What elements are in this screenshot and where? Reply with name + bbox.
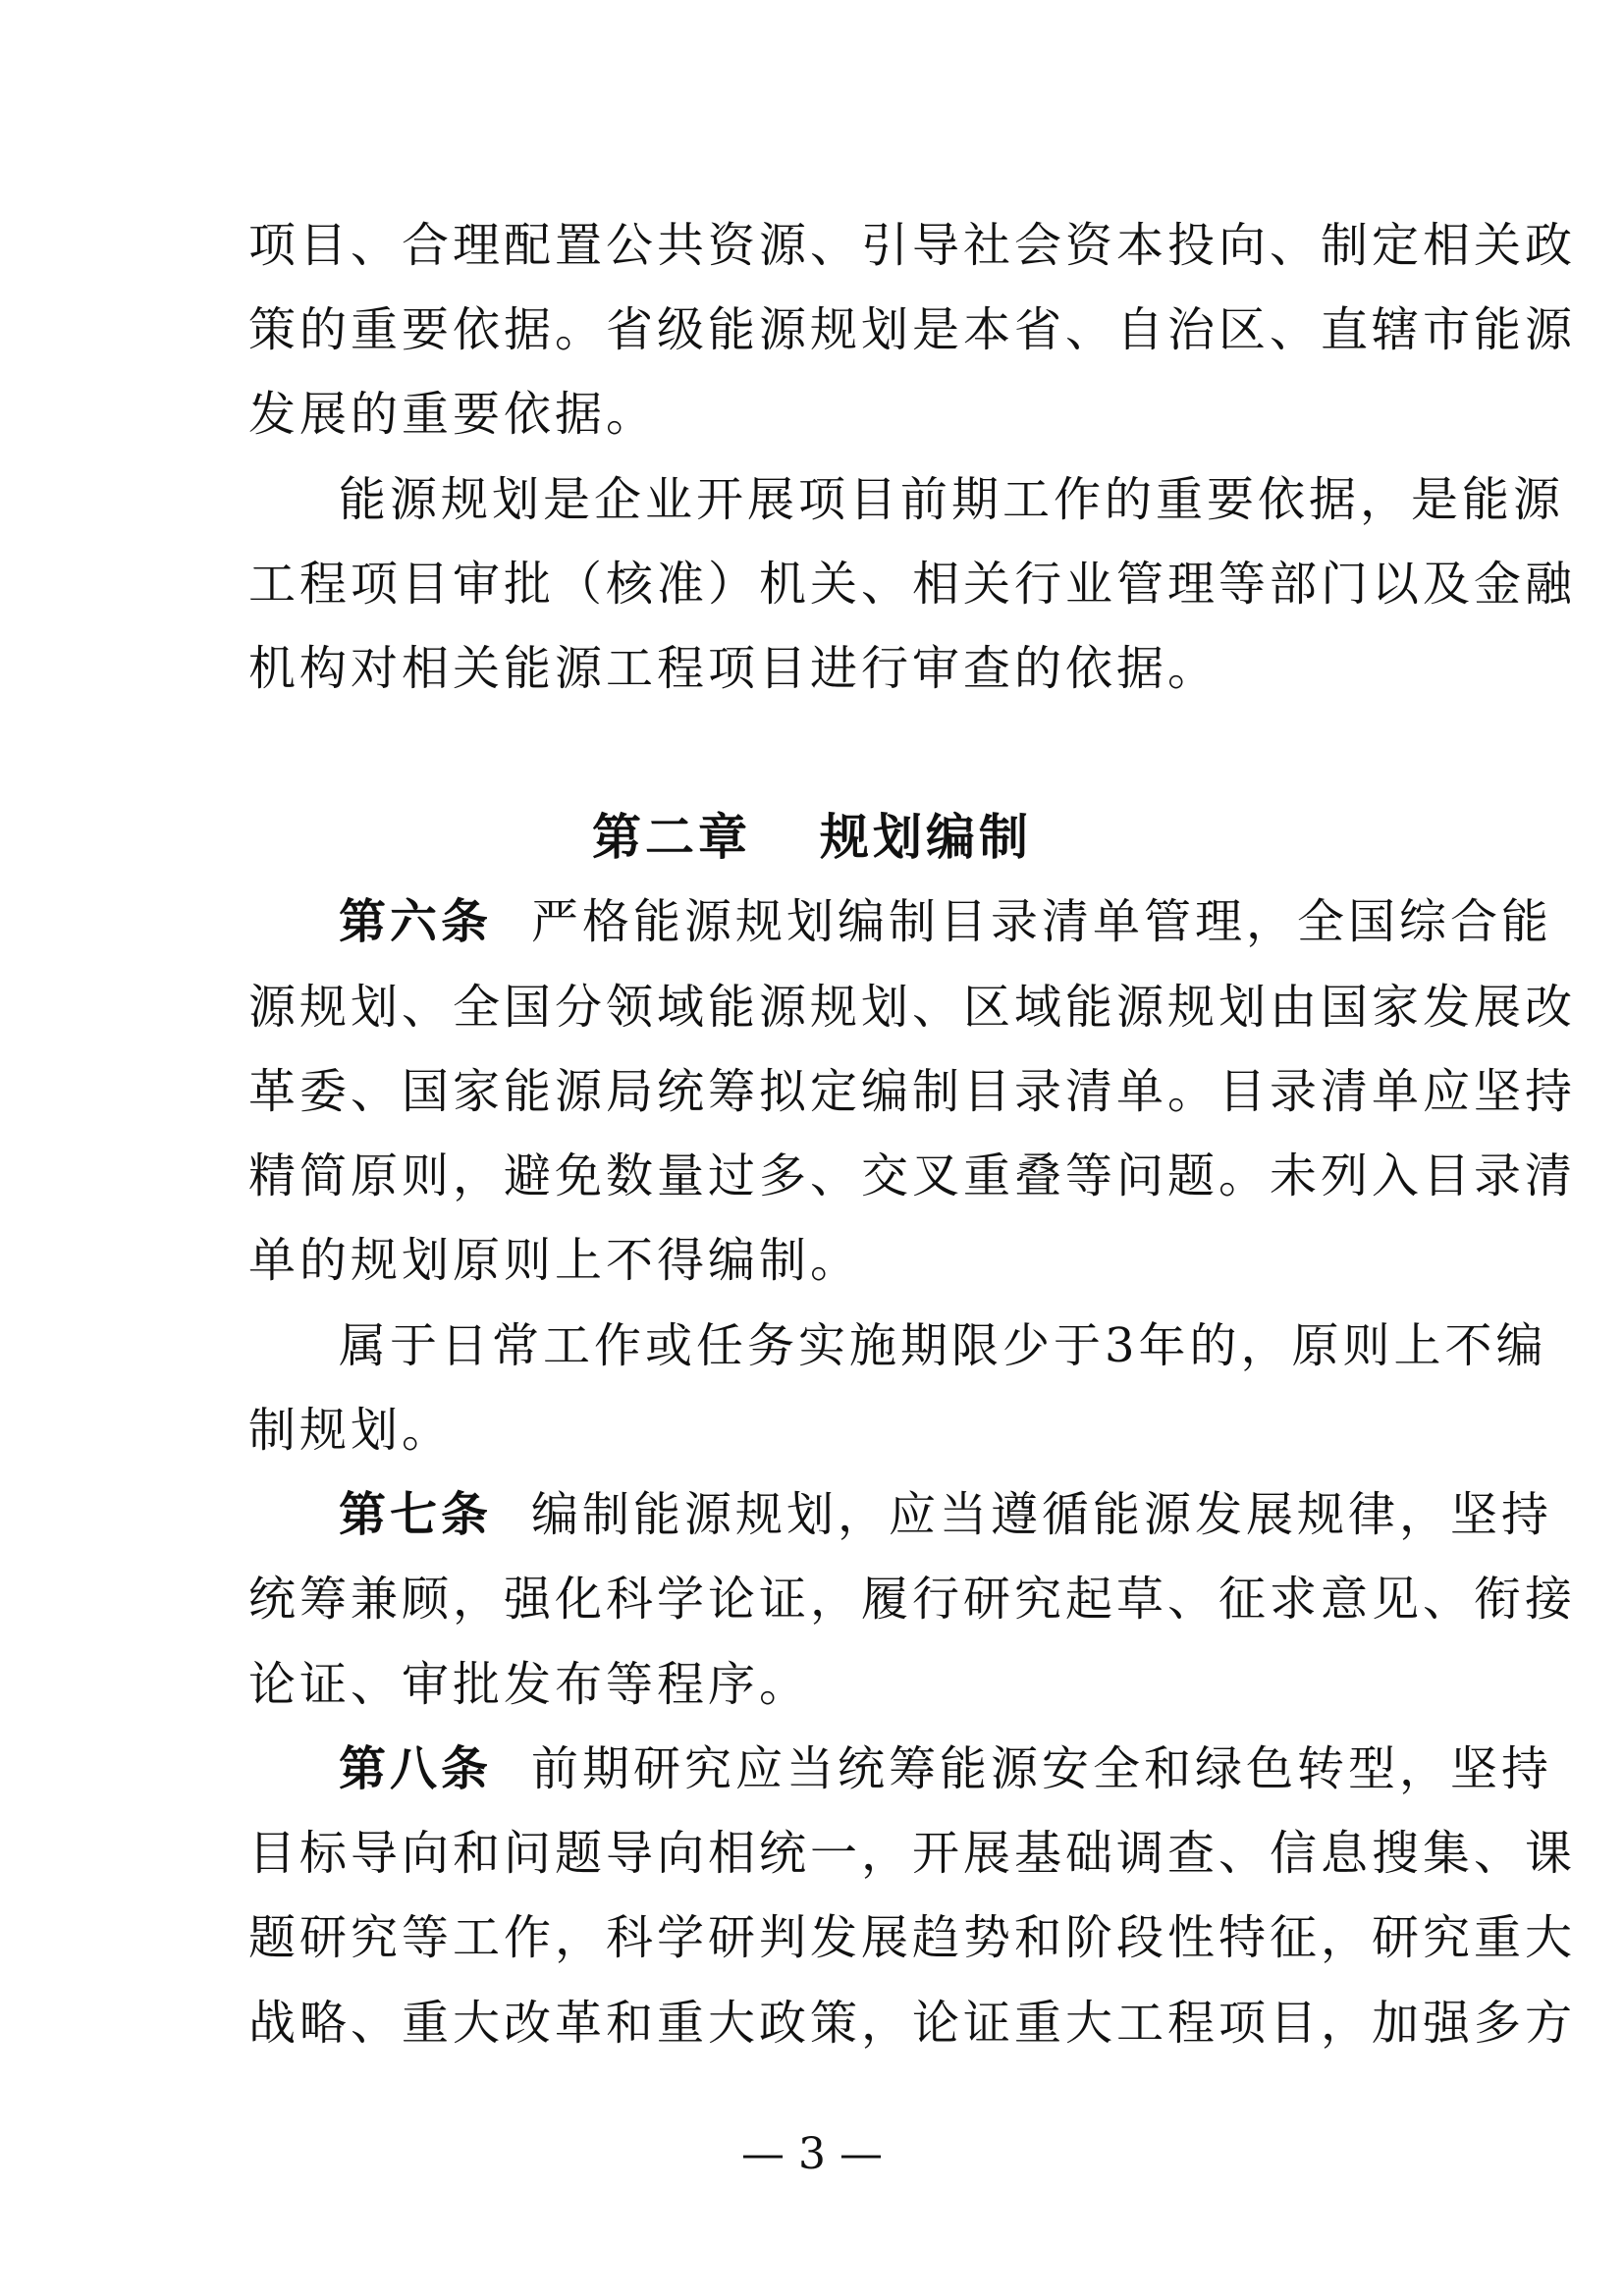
article-7-label: 第七条: [339, 1487, 493, 1542]
page-number: — 3 —: [741, 2129, 883, 2179]
article-7-line-1: [339, 1485, 1552, 1544]
intro-line-2: 策的重要依据。省级能源规划是本省、自治区、直辖市能源: [248, 302, 1577, 357]
article-6-line-7: 制规划。: [248, 1403, 454, 1458]
article-6-line-3: 革委、国家能源局统筹拟定编制目录清单。目录清单应坚持: [248, 1064, 1577, 1119]
intro-line-3: 发展的重要依据。: [248, 387, 658, 442]
intro-line-1: 项目、合理配置公共资源、引导社会资本投向、制定相关政: [248, 218, 1577, 273]
article-8-line-2: 目标导向和问题导向相统一，开展基础调查、信息搜集、课: [248, 1826, 1577, 1881]
intro-line-4: 能源规划是企业开展项目前期工作的重要依据，是能源: [339, 472, 1565, 527]
article-7-text-1: 编制能源规划，应当遵循能源发展规律，坚持: [531, 1487, 1553, 1542]
article-8-line-1: [339, 1739, 1552, 1798]
intro-line-5: 工程项目审批（核准）机关、相关行业管理等部门以及金融: [248, 557, 1577, 612]
article-7-line-2: 统筹兼顾，强化科学论证，履行研究起草、征求意见、衔接: [248, 1572, 1577, 1627]
article-8-label: 第八条: [339, 1741, 493, 1796]
article-6-line-6: 属于日常工作或任务实施期限少于3年的，原则上不编: [339, 1318, 1547, 1373]
article-6-line-5: 单的规划原则上不得编制。: [248, 1233, 862, 1288]
chapter-number: 第二章: [592, 809, 751, 866]
intro-line-6: 机构对相关能源工程项目进行审查的依据。: [248, 641, 1219, 696]
article-6-line-2: 源规划、全国分领域能源规划、区域能源规划由国家发展改: [248, 980, 1577, 1035]
chapter-name: 规划编制: [820, 809, 1032, 866]
article-8-text-1: 前期研究应当统筹能源安全和绿色转型，坚持: [531, 1741, 1553, 1796]
article-7-line-3: 论证、审批发布等程序。: [248, 1657, 811, 1712]
article-6-label: 第六条: [339, 894, 493, 949]
chapter-heading: [0, 808, 1624, 867]
article-8-line-3: 题研究等工作，科学研判发展趋势和阶段性特征，研究重大: [248, 1910, 1577, 1965]
article-8-line-4: 战略、重大改革和重大政策，论证重大工程项目，加强多方: [248, 1996, 1577, 2051]
article-6-line-4: 精简原则，避免数量过多、交叉重叠等问题。未列入目录清: [248, 1148, 1577, 1203]
article-6-text-1: 严格能源规划编制目录清单管理，全国综合能: [531, 894, 1553, 949]
article-6-line-1: [339, 892, 1552, 951]
